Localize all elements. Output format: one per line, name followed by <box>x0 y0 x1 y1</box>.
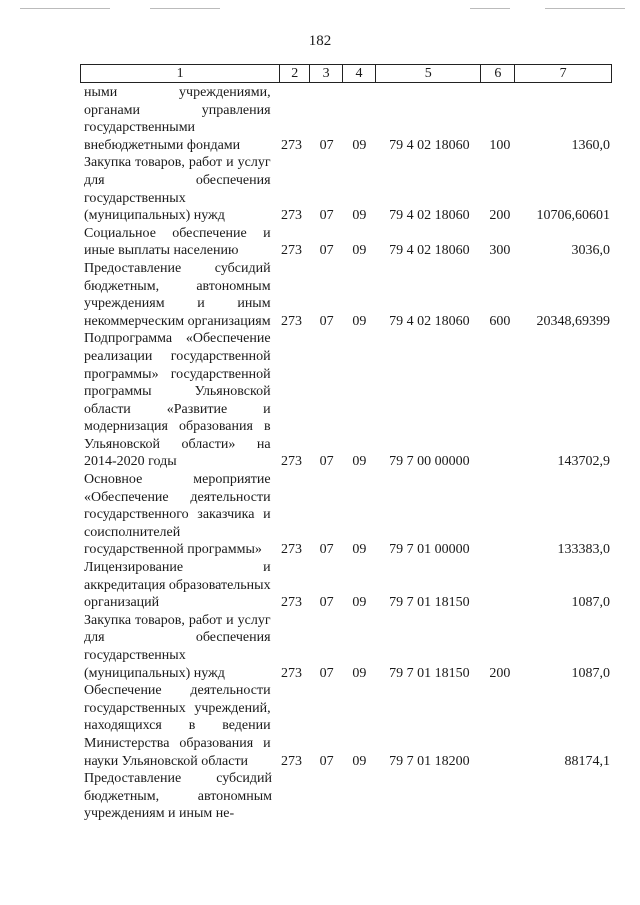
row-subsection-code: 09 <box>352 665 367 681</box>
row-section-code: 07 <box>319 595 334 611</box>
table-row <box>84 682 612 770</box>
row-target-code: 79 4 02 18060 <box>389 243 470 259</box>
row-amount: 143702,9 <box>557 454 611 470</box>
column-header-2: 2 <box>280 65 310 82</box>
column-header-1: 1 <box>81 65 280 82</box>
row-section-code: 07 <box>319 313 334 329</box>
row-section-code: 07 <box>319 753 334 769</box>
row-subsection-code: 09 <box>352 313 367 329</box>
table-row <box>84 559 612 612</box>
row-amount: 1087,0 <box>571 595 611 611</box>
table-row <box>84 154 612 224</box>
row-section-code: 07 <box>319 243 334 259</box>
row-description: Закупка товаров, работ и услуг для обеспечения государственных (муниципальных) нужд <box>84 155 271 224</box>
row-target-code: 79 7 01 18150 <box>389 595 470 611</box>
row-ministry-code: 273 <box>280 665 302 681</box>
row-section-code: 07 <box>319 454 334 470</box>
row-subsection-code: 09 <box>352 753 367 769</box>
row-target-code: 79 7 01 18150 <box>389 665 470 681</box>
row-description: Социальное обеспечение и иные выплаты населению <box>84 225 271 259</box>
column-header-3: 3 <box>310 65 343 82</box>
row-target-code: 79 4 02 18060 <box>389 208 470 224</box>
row-expense-type: 200 <box>489 208 511 224</box>
row-section-code: 07 <box>319 137 334 153</box>
scan-artifact <box>545 8 625 9</box>
row-ministry-code: 273 <box>280 137 302 153</box>
row-section-code: 07 <box>319 542 334 558</box>
table-row <box>84 330 612 471</box>
scan-artifact <box>470 8 510 9</box>
row-ministry-code: 273 <box>280 313 302 329</box>
row-description: Лицензирование и аккредитация образовательных организаций <box>84 560 271 611</box>
row-description: Предоставление субсидий бюджетным, автономным учреждениям и иным не- <box>84 771 272 822</box>
table-row <box>84 612 612 682</box>
row-target-code: 79 7 01 18200 <box>389 753 470 769</box>
row-description: Обеспечение деятельности государственных учреждений, находящихся в ведении Министерства образования и науки Ульяновской области <box>84 683 271 769</box>
row-section-code: 07 <box>319 665 334 681</box>
row-expense-type: 100 <box>489 137 511 153</box>
table-row <box>84 225 612 260</box>
row-description: Подпрограмма «Обеспечение реализации государственной программы» государственной программы Ульяновской области «Развитие и модернизация образования в Ульяновской области» на 2014-2020 годы <box>84 331 271 470</box>
page-number: 182 <box>308 33 332 49</box>
row-amount: 133383,0 <box>557 542 611 558</box>
row-ministry-code: 273 <box>280 595 302 611</box>
row-subsection-code: 09 <box>352 137 367 153</box>
row-section-code: 07 <box>319 208 334 224</box>
row-subsection-code: 09 <box>352 454 367 470</box>
row-description: ными учреждениями, органами управления государственными внебюджетными фондами <box>84 85 271 153</box>
row-description: Закупка товаров, работ и услуг для обеспечения государственных (муниципальных) нужд <box>84 612 271 681</box>
row-target-code: 79 4 02 18060 <box>389 313 470 329</box>
budget-table-body <box>84 84 612 823</box>
row-subsection-code: 09 <box>352 208 367 224</box>
row-ministry-code: 273 <box>280 454 302 470</box>
row-target-code: 79 4 02 18060 <box>389 137 470 153</box>
table-row <box>84 471 612 559</box>
table-row <box>84 260 612 330</box>
row-amount: 20348,69399 <box>536 313 611 329</box>
row-amount: 88174,1 <box>564 753 611 769</box>
row-subsection-code: 09 <box>352 243 367 259</box>
row-ministry-code: 273 <box>280 542 302 558</box>
scan-artifact <box>150 8 220 9</box>
row-description: Основное мероприятие «Обеспечение деятельности государственного заказчика и соисполнителей государственной программы» <box>84 472 271 558</box>
table-row-continued <box>84 770 612 823</box>
row-amount: 1087,0 <box>571 665 611 681</box>
column-header-7: 7 <box>559 66 567 81</box>
column-header-4: 4 <box>343 65 376 82</box>
scan-artifact <box>20 8 110 9</box>
row-expense-type: 300 <box>489 243 511 259</box>
row-ministry-code: 273 <box>280 208 302 224</box>
row-expense-type: 600 <box>489 313 511 329</box>
row-expense-type: 200 <box>489 665 511 681</box>
row-subsection-code: 09 <box>352 595 367 611</box>
row-amount: 3036,0 <box>571 243 611 259</box>
row-target-code: 79 7 00 00000 <box>389 454 470 470</box>
column-header-6: 6 <box>481 65 515 82</box>
row-subsection-code: 09 <box>352 542 367 558</box>
table-header-row <box>80 64 612 83</box>
row-target-code: 79 7 01 00000 <box>389 542 470 558</box>
row-description: Предоставление субсидий бюджетным, автономным учреждениям и иным некоммерческим организациям <box>84 260 271 329</box>
row-amount: 1360,0 <box>571 137 611 153</box>
table-row <box>84 84 612 154</box>
row-ministry-code: 273 <box>280 753 302 769</box>
row-ministry-code: 273 <box>280 243 302 259</box>
column-header-5: 5 <box>376 65 482 82</box>
row-amount: 10706,60601 <box>536 208 611 224</box>
